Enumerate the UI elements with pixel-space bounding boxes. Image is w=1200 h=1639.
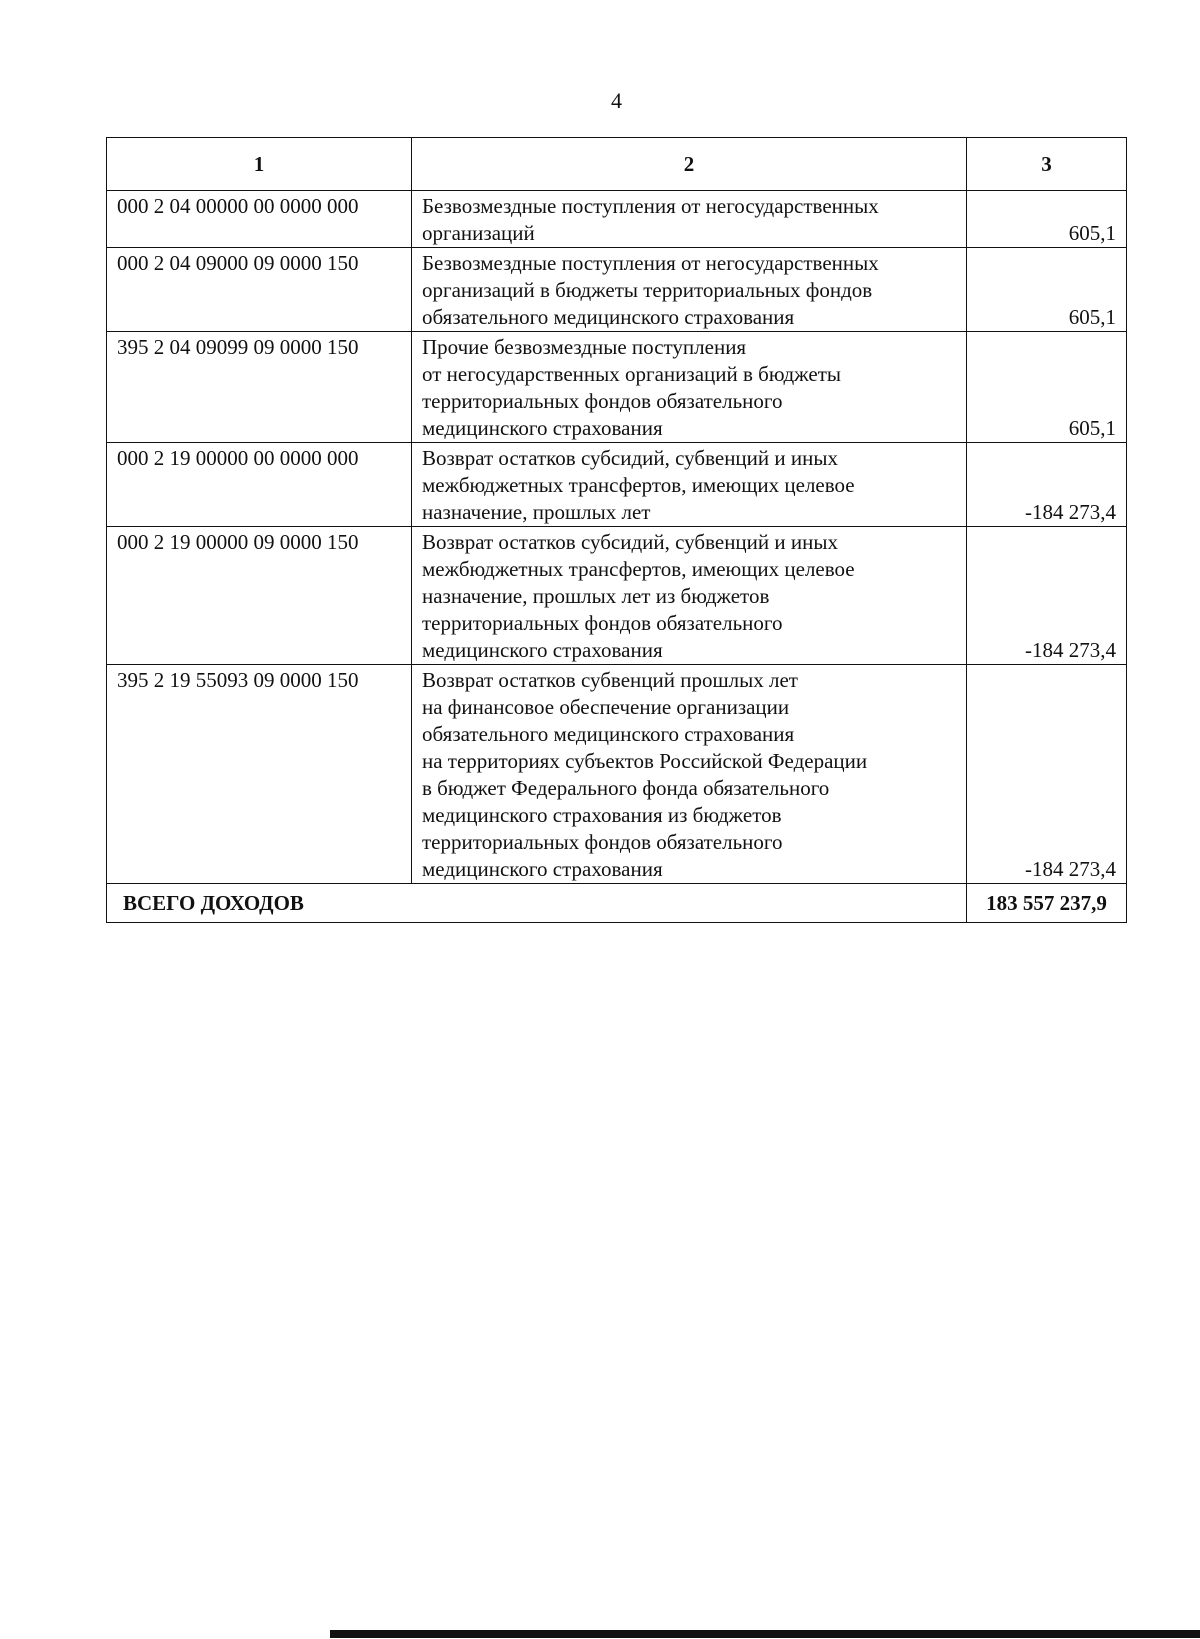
table-row (107, 443, 1127, 527)
description-line: на финансовое обеспечение организации (422, 695, 790, 719)
row-amount: 605,1 (967, 332, 1127, 443)
row-description (412, 248, 967, 332)
table-row (107, 248, 1127, 332)
row-code: 000 2 19 00000 00 0000 000 (107, 443, 412, 527)
column-header-3: 3 (967, 138, 1127, 191)
scan-edge-rule (330, 1630, 1200, 1638)
description-line: назначение, прошлых лет (422, 500, 651, 524)
description-line: на территориях субъектов Российской Федерации (422, 749, 868, 773)
description-line: медицинского страхования (422, 857, 663, 881)
description-line: назначение, прошлых лет из бюджетов (422, 584, 770, 608)
description-line: территориальных фондов обязательного (422, 611, 783, 635)
description-line: Безвозмездные поступления от негосударственных (422, 194, 879, 218)
total-label: ВСЕГО ДОХОДОВ (107, 884, 967, 923)
total-amount: 183 557 237,9 (967, 884, 1127, 923)
row-code: 000 2 04 00000 00 0000 000 (107, 191, 412, 248)
description-line: медицинского страхования (422, 416, 663, 440)
description-line: межбюджетных трансфертов, имеющих целевое (422, 473, 855, 497)
revenue-table (106, 137, 1127, 923)
row-amount: -184 273,4 (967, 665, 1127, 884)
table-row (107, 665, 1127, 884)
total-row (107, 884, 1127, 923)
row-code: 000 2 19 00000 09 0000 150 (107, 527, 412, 665)
description-line: организаций (422, 221, 535, 245)
row-code: 395 2 19 55093 09 0000 150 (107, 665, 412, 884)
table-header-row (107, 138, 1127, 191)
description-line: от негосударственных организаций в бюджеты (422, 362, 841, 386)
row-description (412, 665, 967, 884)
row-amount: -184 273,4 (967, 443, 1127, 527)
row-description (412, 527, 967, 665)
description-line: территориальных фондов обязательного (422, 830, 783, 854)
description-line: медицинского страхования из бюджетов (422, 803, 782, 827)
row-amount: 605,1 (967, 191, 1127, 248)
column-header-1: 1 (107, 138, 412, 191)
row-code: 395 2 04 09099 09 0000 150 (107, 332, 412, 443)
description-line: в бюджет Федерального фонда обязательного (422, 776, 830, 800)
description-line: межбюджетных трансфертов, имеющих целевое (422, 557, 855, 581)
row-description (412, 443, 967, 527)
row-amount: 605,1 (967, 248, 1127, 332)
page-number: 4 (611, 88, 622, 113)
description-line: обязательного медицинского страхования (422, 722, 795, 746)
column-header-2: 2 (412, 138, 967, 191)
description-line: Прочие безвозмездные поступления (422, 335, 747, 359)
row-code: 000 2 04 09000 09 0000 150 (107, 248, 412, 332)
table-row (107, 332, 1127, 443)
description-line: Возврат остатков субсидий, субвенций и иных (422, 446, 838, 470)
row-amount: -184 273,4 (967, 527, 1127, 665)
table-row (107, 527, 1127, 665)
description-line: медицинского страхования (422, 638, 663, 662)
description-line: обязательного медицинского страхования (422, 305, 795, 329)
description-line: Возврат остатков субвенций прошлых лет (422, 668, 798, 692)
table-row (107, 191, 1127, 248)
row-description (412, 191, 967, 248)
description-line: Безвозмездные поступления от негосударственных (422, 251, 879, 275)
description-line: территориальных фондов обязательного (422, 389, 783, 413)
description-line: организаций в бюджеты территориальных фондов (422, 278, 873, 302)
table-body (107, 191, 1127, 923)
row-description (412, 332, 967, 443)
description-line: Возврат остатков субсидий, субвенций и иных (422, 530, 838, 554)
